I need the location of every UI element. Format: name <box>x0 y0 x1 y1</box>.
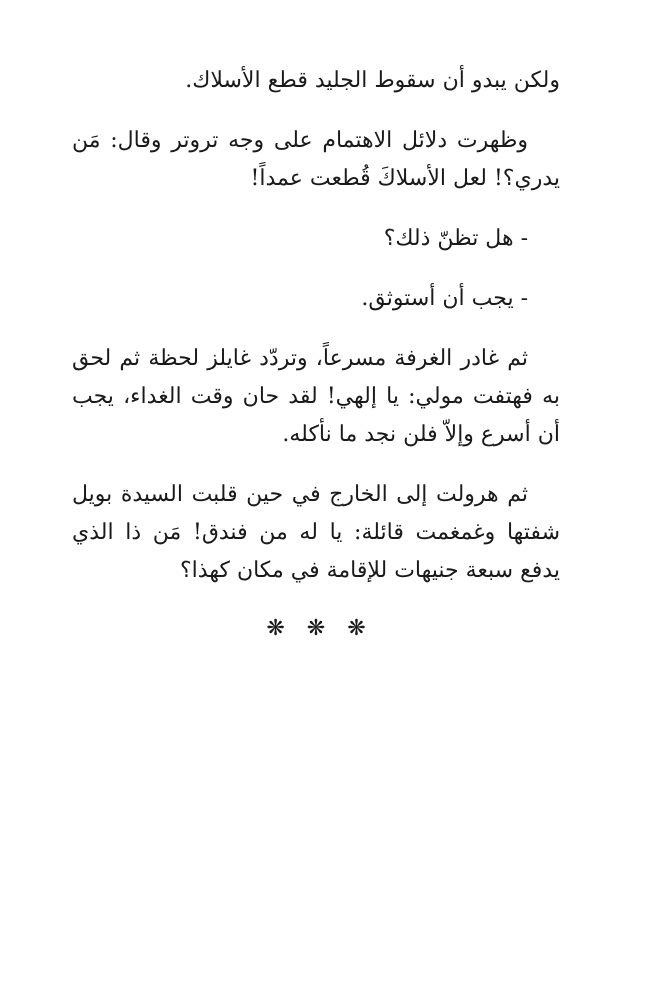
dialogue-line-1: - هل تظنّ ذلك؟ <box>383 226 528 251</box>
dialogue-line-2: - يجب أن أستوثق. <box>361 286 528 311</box>
section-separator: ❋❋❋ <box>266 616 388 641</box>
paragraph-4: ثم هرولت إلى الخارج في حين قلبت السيدة بويل شفتها وغمغمت قائلة: يا له من فندق! مَن ذا الذي يدفع سبعة جنيهات للإقامة في مكان كهذا؟ <box>72 482 560 583</box>
paragraph-3: ثم غادر الغرفة مسرعاً، وتردّد غايلز لحظة ثم لحق به فهتفت مولي: يا إلهي! لقد حان وقت الغداء، يجب أن أسرع وإلاّ فلن نجد ما نأكله. <box>72 346 560 447</box>
paragraph-1: ولكن يبدو أن سقوط الجليد قطع الأسلاك. <box>185 68 560 93</box>
book-page <box>72 62 560 648</box>
paragraph-2: وظهرت دلائل الاهتمام على وجه تروتر وقال: مَن يدري؟! لعل الأسلاكَ قُطعت عمداً! <box>72 128 560 191</box>
